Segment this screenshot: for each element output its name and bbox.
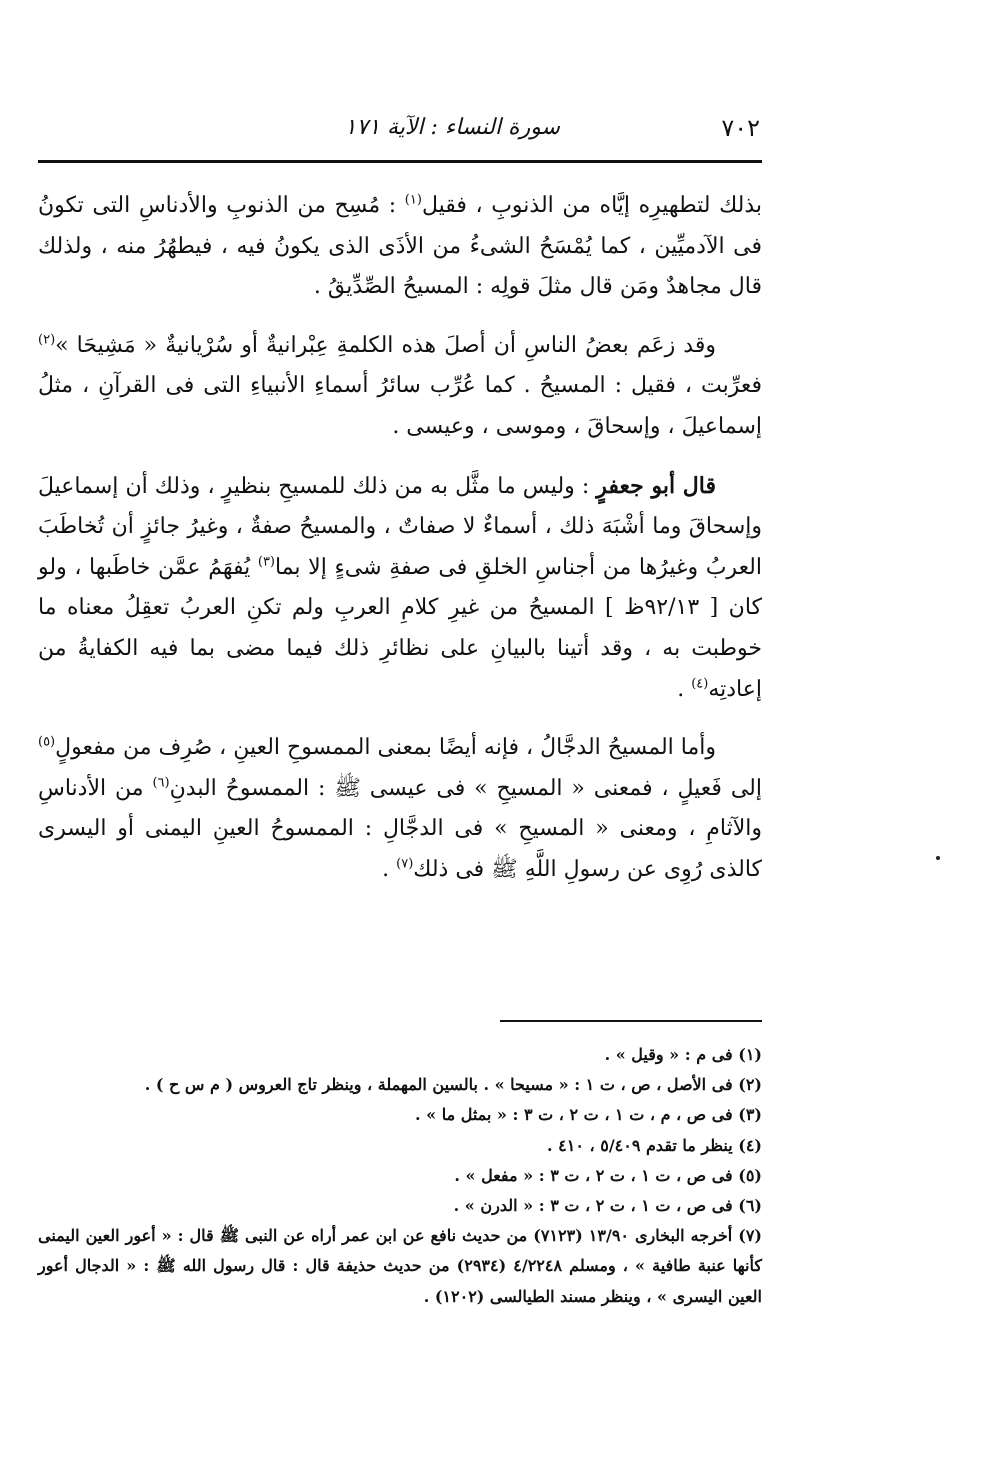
footnote: (٧) أخرجه البخارى ١٣/٩٠ (٧١٢٣) من حديث نافع عن ابن عمر أراه عن النبى ﷺ قال : « أعور العين اليمنى كأنها عنبة طافية » ، ومسلم ٤/٢٢٤٨ (٢٩٣٤) من حديث حذيفة قال : قال رسول الله ﷺ : « الدجال أعور العين اليسرى » ، وينظر مسند الطيالسى (١٢٠٢) . [38,1226,762,1306]
footnote-ref: (٦) [152,775,170,791]
footnote: (٢) فى الأصل ، ص ، ت ١ : « مسيحا » . بالسين المهملة ، وينظر تاج العروس ( م س ح ) . [144,1075,762,1095]
text-segment: فعرِّبت ، فقيل : المسيحُ . كما عُرِّب سائرُ أسماءِ الأنبياءِ التى فى القرآنِ ، مثلُ إسماعيلَ ، وإسحاقَ ، وموسى ، وعيسى . [38,373,762,439]
text-segment: : مُسِح من الذنوبِ والأدناسِ التى تكونُ فى الآدميِّين ، كما يُمْسَحُ الشىءُ من الأذَى الذى يكونُ فيه ، فيطهُرُ منه ، ولذلك قال مجاهدٌ ومَن قال مثلَ قولِه : المسيحُ الصِّدِّيقُ . [38,193,762,300]
main-text [38,186,762,909]
footnote-ref: (٣) [257,554,275,570]
text-segment: يُفهَمُ عمَّن خاطَبها ، ولو كان [ ٩٢/١٣ظ ] المسيحُ من غيرِ كلامِ العربِ ولم تكنِ العربُ تعقِلُ معناه ما خوطبت به ، وقد أتينا بالبيانِ على نظائرِ ذلك فيما مضى بما فيه الكفايةُ من إعادتِه [38,554,762,702]
footnote-ref: (٤) [691,676,709,692]
footnote: (٦) فى ص ، ت ١ ، ت ٢ ، ت ٣ : « الدرن » . [453,1196,762,1216]
text-segment: . [677,676,692,702]
speaker-label: قال أبو جعفرٍ [596,472,716,499]
paragraph [38,186,762,308]
page-header [38,108,760,152]
paragraph [38,326,762,448]
margin-mark [936,856,940,860]
footnote: (٥) فى ص ، ت ١ ، ت ٢ ، ت ٣ : « مفعل » . [454,1165,762,1185]
footnote-ref: (٥) [37,734,56,750]
header-rule [38,160,762,163]
page-number: ٧٠٢ [721,114,760,142]
text-segment: وقد زعَم بعضُ الناسِ أن أصلَ هذه الكلمةِ عِبْرانيةٌ أو سُرْيانيةٌ « مَشِيحَا » [55,332,716,358]
footnote: (٣) فى ص ، م ، ت ١ ، ت ٢ ، ت ٣ : « بمثل ما » . [414,1105,762,1125]
text-segment: بذلك لتطهيرِه إيَّاه من الذنوبِ ، فقيل [421,193,762,218]
footnote: (٤) ينظر ما تقدم ٥/٤٠٩ ، ٤١٠ . [546,1135,762,1155]
text-segment: من الأدناسِ والآثامِ ، ومعنى « المسيحِ » فى الدجَّالِ : الممسوحُ العينِ اليمنى أو اليسرى كالذى رُوِى عن رسولِ اللَّهِ ﷺ فى ذلك [38,775,762,882]
footnote: (١) فى م : « وقيل » . [604,1045,762,1064]
paragraph [38,466,762,711]
text-segment: إلى فَعيلٍ ، فمعنى « المسيحِ » فى عيسى ﷺ : الممسوحُ البدنِ [169,775,762,801]
text-segment: : وليس ما مثَّل به من ذلك للمسيحِ بنظيرٍ ، وذلك أن إسماعيلَ وإسحاقَ وما أشْبَهَ ذلك ، أسماءٌ لا صفاتٌ ، والمسيحُ صفةٌ ، وغيرُ جائزٍ أن تُخاطَبَ العربُ وغيرُها من أجناسِ الخلقِ فى صفةِ شىءٍ إلا بما [38,473,762,580]
text-segment: وأما المسيحُ الدجَّالُ ، فإنه أيضًا بمعنى الممسوحِ العينِ ، صُرِف من مفعولٍ [55,735,716,761]
text-segment: . [382,856,397,882]
footnote-ref: (٧) [396,856,414,872]
footnote-ref: (٢) [38,332,56,348]
footnote-separator [500,1020,762,1022]
footnote-ref: (١) [404,192,422,208]
footnotes [38,1040,762,1312]
paragraph [38,728,762,890]
running-title: سورة النساء : الآية ١٧١ [344,115,560,140]
